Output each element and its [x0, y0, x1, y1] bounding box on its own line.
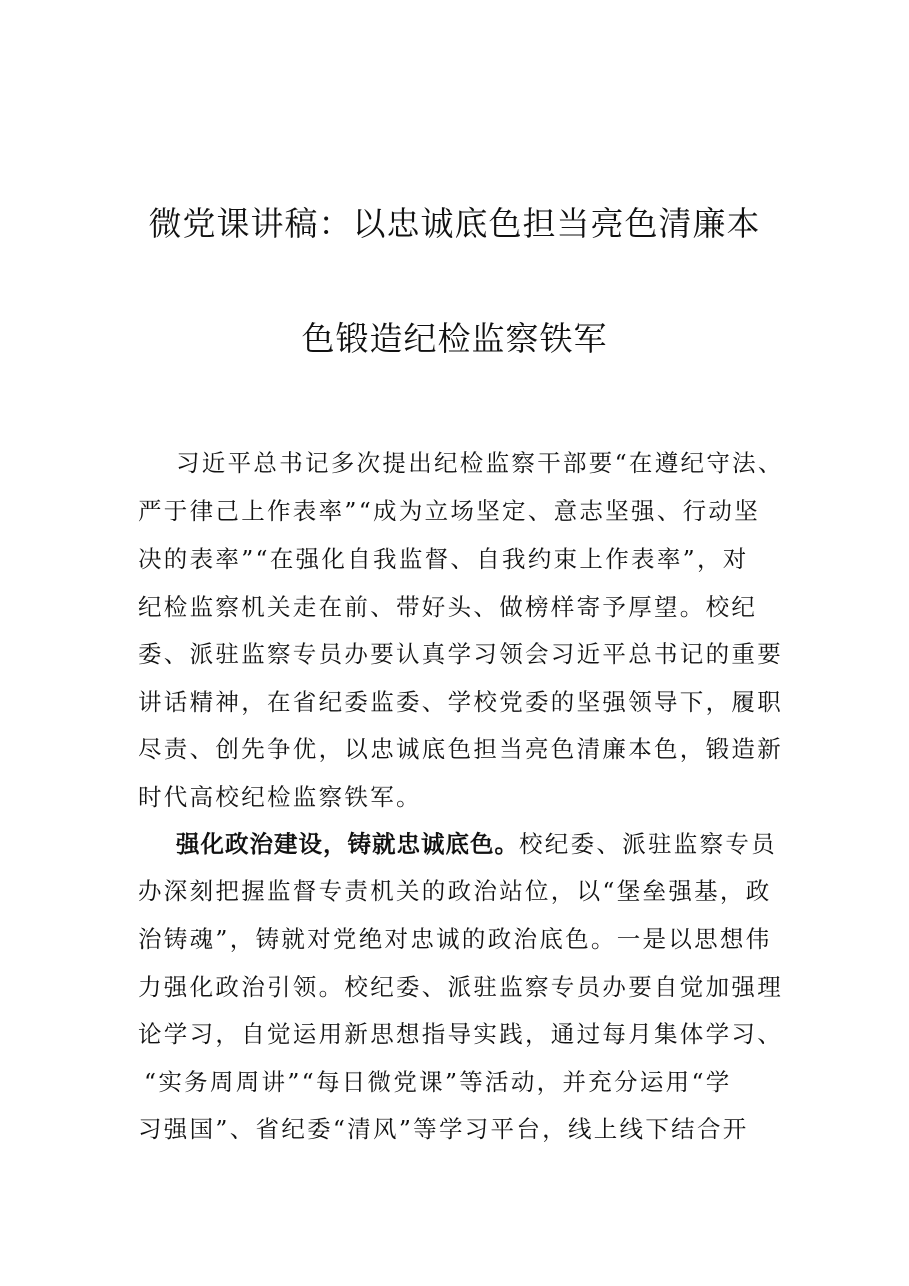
paragraph-1-line-3: 决的表率”“在强化自我监督、自我约束上作表率”，对: [138, 545, 749, 573]
paragraph-1-line-1: 习近平总书记多次提出纪检监察干部要“在遵纪守法、: [176, 449, 784, 477]
paragraph-2-lead-heading: 强化政治建设，铸就忠诚底色。: [176, 830, 519, 858]
paragraph-1-line-2: 严于律己上作表率”“成为立场坚定、意志坚强、行动坚: [138, 497, 761, 525]
paragraph-2-line-3: 治铸魂”，铸就对党绝对忠诚的政治底色。一是以思想伟: [138, 925, 772, 953]
paragraph-2-line-2: 办深刻把握监督专责机关的政治站位，以“堡垒强基，政: [138, 877, 772, 905]
paragraph-2-line-6: “实务周周讲”“每日微党课”等活动，并充分运用“学: [144, 1068, 732, 1096]
paragraph-1-line-4: 纪检监察机关走在前、带好头、做榜样寄予厚望。校纪: [138, 593, 758, 621]
paragraph-2-line-4: 力强化政治引领。校纪委、派驻监察专员办要自觉加强理: [138, 973, 783, 1001]
paragraph-1-line-5: 委、派驻监察专员办要认真学习领会习近平总书记的重要: [138, 640, 783, 668]
document-title-line-1: 微党课讲稿：以忠诚底色担当亮色清廉本: [148, 204, 761, 243]
paragraph-1-line-8: 时代高校纪检监察铁军。: [138, 783, 422, 811]
paragraph-1-line-6: 讲话精神，在省纪委监委、学校党委的坚强领导下，履职: [138, 688, 783, 716]
paragraph-1-line-7: 尽责、创先争优，以忠诚底色担当亮色清廉本色，锻造新: [138, 735, 783, 763]
paragraph-2-line-5: 论学习，自觉运用新思想指导实践，通过每月集体学习、: [138, 1020, 783, 1048]
document-title-line-2: 色锻造纪检监察铁军: [301, 319, 608, 358]
paragraph-2-line-1: [176, 827, 816, 861]
paragraph-2-first-line-rest: 校纪委、派驻监察专员: [519, 830, 777, 858]
paragraph-2-line-7: 习强国”、省纪委“清风”等学习平台，线上线下结合开: [138, 1115, 749, 1143]
